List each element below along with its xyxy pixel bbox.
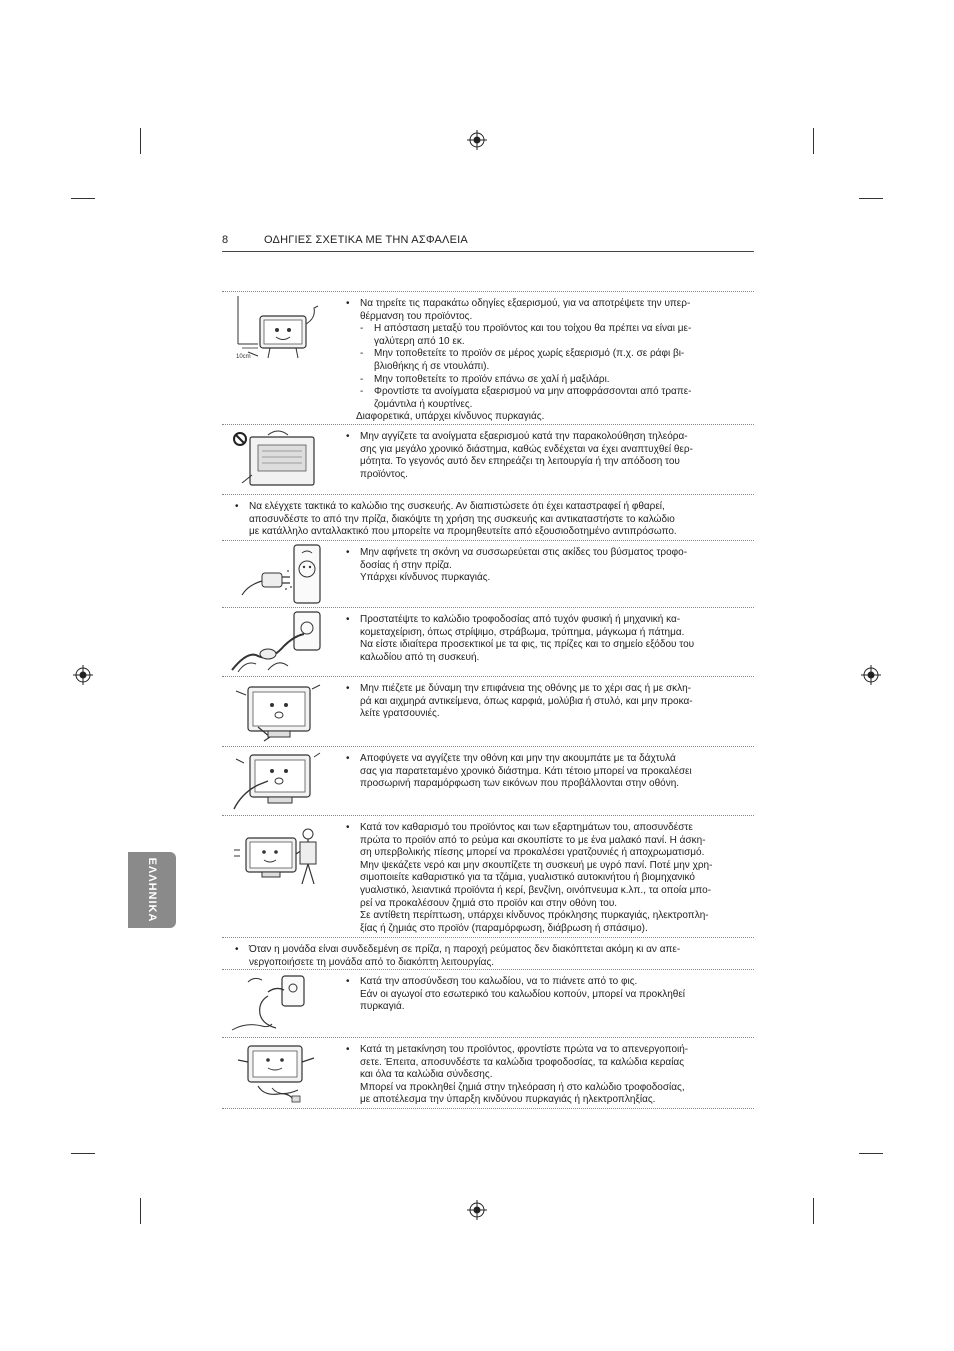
text-line: Εάν οι αγωγοί στο εσωτερικό του καλωδίου κοπούν, μπορεί να προκληθεί [360, 988, 686, 1000]
safety-item [222, 494, 754, 541]
text-line: νεργοποιήσετε τη μονάδα από το διακόπτη λειτουργίας. [249, 956, 495, 968]
finger-touch-screen-icon [228, 749, 324, 814]
unplug-by-plug-icon [228, 972, 324, 1036]
text-line: λείτε γρατσουνιές. [360, 708, 440, 720]
safety-item [222, 969, 754, 1038]
damaged-cord-icon [228, 610, 324, 675]
bullet-text: • Να ελέγχετε τακτικά το καλώδιο της συσκευής. Αν διαπιστώσετε ότι έχει καταστραφεί ή φθαρεί, [235, 501, 743, 514]
safety-item-text [346, 614, 738, 664]
header-rule [222, 251, 754, 252]
text-line: γαλύτερη από 10 εκ. [374, 335, 465, 347]
safety-item-text [346, 1044, 738, 1107]
crop-mark [813, 1198, 814, 1224]
dash-item-text: - Μην τοποθετείτε το προϊόν σε μέρος χωρίς εξαερισμό (π.χ. σε ράφι βι- [346, 348, 738, 361]
page-title: ΟΔΗΓΙΕΣ ΣΧΕΤΙΚΑ ΜΕ ΤΗΝ ΑΣΦΑΛΕΙΑ [264, 234, 468, 246]
safety-item-text [346, 976, 738, 1014]
text-line: ξίας ή ζημιάς στο προϊόν (παραμόρφωση, διάβρωση ή σπάσιμο). [360, 922, 648, 934]
bullet-text: • Μην πιέζετε με δύναμη την επιφάνεια της οθόνης με το χέρι σας ή με σκλη- [346, 683, 738, 696]
no-touch-vents-icon [228, 429, 324, 491]
text-line: μότητα. Το γεγονός αυτό δεν επηρεάζει τη λειτουργία ή την απόδοση του [360, 456, 680, 468]
text-line: κομεταχείριση, όπως στρίψιμο, στράβωμα, τρύπημα, μάγκωμα ή πάτημα. [360, 626, 685, 638]
text-line: Μην ψεκάζετε νερό και μην σκουπίζετε τη συσκευή με υγρό πανί. Ποτέ μην χρη- [360, 859, 713, 871]
text-line: πρώτα το προϊόν από το ρεύμα και σκουπίστε το με ένα μαλακό πανί. Η άσκη- [360, 834, 706, 846]
text-line: καλωδίου από τη συσκευή. [360, 651, 480, 663]
safety-item-text [235, 501, 743, 539]
safety-item-text [346, 753, 738, 791]
text-line: αποσυνδέστε το από την πρίζα, διακόψτε τη χρήση της συσκευής και αντικαταστήστε το καλώδιο [249, 513, 675, 525]
safety-item [222, 424, 754, 495]
moving-tv-icon [228, 1040, 324, 1106]
crop-mark [859, 198, 883, 199]
text-line: θέρμανση του προϊόντος. [360, 310, 473, 322]
safety-item-text [346, 431, 738, 481]
text-line: με αποτέλεσμα την ύπαρξη κινδύνου πυρκαγιάς ή ηλεκτροπληξίας. [360, 1094, 656, 1106]
bullet-text: • Μην αφήνετε τη σκόνη να συσσωρεύεται στις ακίδες του βύσματος τροφο- [346, 547, 738, 560]
text-line: Διαφορετικά, υπάρχει κίνδυνος πυρκαγιάς. [356, 411, 545, 423]
safety-item-text [346, 822, 738, 935]
dash-item-text: - Η απόσταση μεταξύ του προϊόντος και του τοίχου θα πρέπει να είναι με- [346, 323, 738, 336]
text-line: δοσίας ή στην πρίζα. [360, 559, 452, 571]
text-line: Μπορεί να προκληθεί ζημιά στην τηλεόραση ή στο καλώδιο τροφοδοσίας, [360, 1081, 685, 1093]
bullet-text: • Μην αγγίζετε τα ανοίγματα εξαερισμού κατά την παρακολούθηση τηλεόρα- [346, 431, 738, 444]
text-line: σετε. Έπειτα, αποσυνδέστε τα καλώδια τροφοδοσίας, τα καλώδια κεραίας [360, 1056, 685, 1068]
text-line: Σε αντίθετη περίπτωση, υπάρχει κίνδυνος πρόκλησης πυρκαγιάς, ηλεκτροπλη- [360, 910, 709, 922]
dash-item-text: - Φροντίστε τα ανοίγματα εξαερισμού να μην αποφράσσονται από τραπε- [346, 386, 738, 399]
safety-item [222, 291, 754, 425]
text-line: Υπάρχει κίνδυνος πυρκαγιάς. [360, 572, 491, 584]
safety-item-text [346, 298, 738, 424]
safety-item [222, 607, 754, 677]
registration-mark-icon [467, 130, 487, 150]
crop-mark [140, 1198, 141, 1224]
registration-mark-icon [73, 665, 93, 685]
bullet-text: • Αποφύγετε να αγγίζετε την οθόνη και μην την ακουμπάτε με τα δάχτυλά [346, 753, 738, 766]
crop-mark [71, 198, 95, 199]
safety-item [222, 815, 754, 938]
text-line: βλιοθήκης ή σε ντουλάπι). [374, 360, 490, 372]
crop-mark [813, 128, 814, 154]
page-header [222, 232, 754, 252]
safety-item-text [235, 944, 743, 969]
text-line: πυρκαγιά. [360, 1001, 405, 1013]
text-line: σας για παρατεταμένο χρονικό διάστημα. Κάτι τέτοιο μπορεί να προκαλέσει [360, 765, 692, 777]
bullet-text: • Όταν η μονάδα είναι συνδεδεμένη σε πρίζα, η παροχή ρεύματος δεν διακόπτεται ακόμη κι αν απε- [235, 944, 743, 957]
text-line: γυαλιστικό, λειαντικά προϊόντα ή κερί, βενζίνη, οινόπνευμα κ.λπ., τα οποία μπο- [360, 884, 712, 896]
cleaning-tv-icon [228, 824, 324, 888]
registration-mark-icon [861, 665, 881, 685]
language-tab-label: ΕΛΛΗΝΙΚΑ [146, 857, 158, 923]
safety-item-text [346, 547, 738, 585]
safety-item [222, 1037, 754, 1109]
bullet-text: • Κατά την αποσύνδεση του καλωδίου, να το πιάνετε από το φις. [346, 976, 738, 989]
bullet-text: • Κατά τον καθαρισμό του προϊόντος και των εξαρτημάτων του, αποσυνδέστε [346, 822, 738, 835]
safety-item [222, 746, 754, 816]
distance-label: 10cm [236, 354, 251, 360]
language-tab [128, 852, 176, 928]
bullet-text: • Προστατέψτε το καλώδιο τροφοδοσίας από τυχόν φυσική ή μηχανική κα- [346, 614, 738, 627]
text-line: ρεί να προκαλέσουν ζημιά στο προϊόν και στην οθόνη του. [360, 897, 618, 909]
tv-ventilation-wall-icon [228, 296, 324, 366]
text-line: ζομάντιλα ή κουρτίνες. [374, 398, 473, 410]
scratch-screen-icon [228, 679, 324, 745]
safety-item [222, 540, 754, 608]
safety-item [222, 937, 754, 970]
registration-mark-icon [467, 1200, 487, 1220]
text-line: σιμοποιείτε καθαριστικό για τα τζάμια, γυαλιστικό αυτοκινήτου ή βιομηχανικό [360, 872, 695, 884]
crop-mark [140, 128, 141, 154]
text-line: ση υπερβολικής πίεσης μπορεί να προκαλέσει γρατζουνιές ή αποχρωματισμό. [360, 847, 705, 859]
bullet-text: • Να τηρείτε τις παρακάτω οδηγίες εξαερισμού, για να αποτρέψετε την υπερ- [346, 298, 738, 311]
dash-item-text: - Μην τοποθετείτε το προϊόν επάνω σε χαλί ή μαξιλάρι. [346, 374, 738, 387]
crop-mark [859, 1153, 883, 1154]
text-line: σης για μεγάλο χρονικό διάστημα, καθώς ενδέχεται να έχει αναπτυχθεί θερ- [360, 443, 693, 455]
safety-item [222, 676, 754, 747]
text-line: προσωρινή παραμόρφωση των εικόνων που προβάλλονται στην οθόνη. [360, 778, 680, 790]
crop-mark [71, 1153, 95, 1154]
text-line: Να είστε ιδιαίτερα προσεκτικοί με τα φις, τις πρίζες και το σημείο εξόδου του [360, 639, 695, 651]
safety-item-text [346, 683, 738, 721]
text-line: προϊόντος. [360, 468, 408, 480]
dusty-plug-icon [228, 543, 324, 606]
bullet-text: • Κατά τη μετακίνηση του προϊόντος, φροντίστε πρώτα να το απενεργοποιή- [346, 1044, 738, 1057]
page-number: 8 [222, 234, 229, 246]
text-line: ρά και αιχμηρά αντικείμενα, όπως καρφιά, μολύβια ή στυλό, και μην προκα- [360, 695, 693, 707]
text-line: και όλα τα καλώδια σύνδεσης. [360, 1069, 493, 1081]
text-line: με κατάλληλο ανταλλακτικό που μπορείτε να προμηθευτείτε από εξουσιοδοτημένο αντιπρόσωπο. [249, 526, 677, 538]
